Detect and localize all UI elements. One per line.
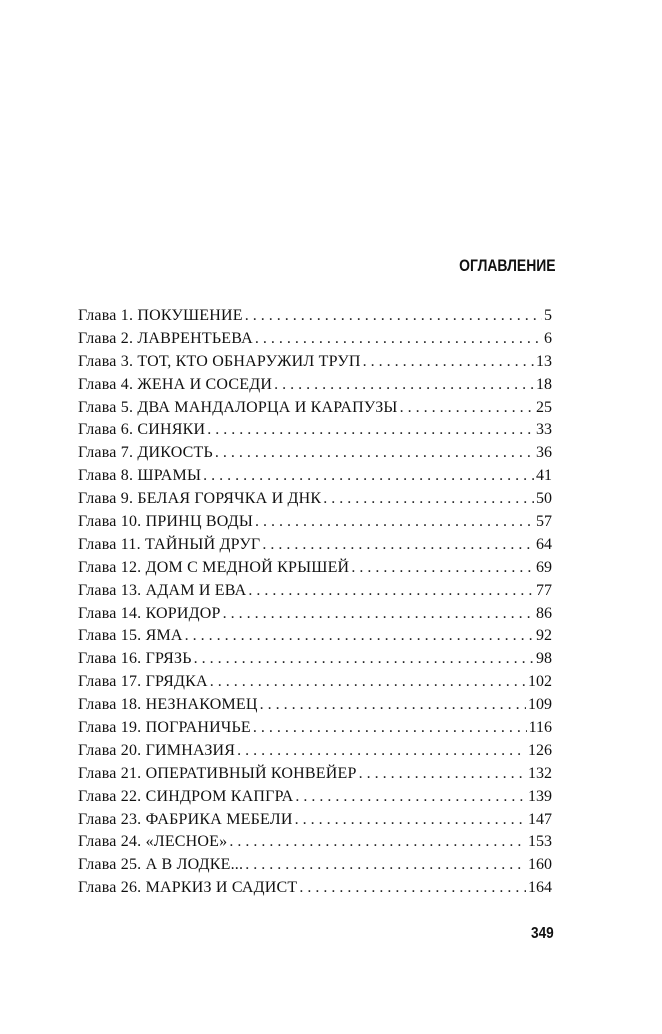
dot-leader bbox=[237, 740, 526, 763]
dot-leader bbox=[203, 465, 534, 488]
toc-entry bbox=[78, 305, 552, 328]
toc-entry-page: 102 bbox=[528, 673, 552, 691]
toc-entry bbox=[78, 603, 552, 626]
dot-leader bbox=[248, 580, 534, 603]
toc-entry-title: Глава 2. ЛАВРЕНТЬЕВА bbox=[78, 329, 253, 347]
toc-entry-title: Глава 19. ПОГРАНИЧЬЕ bbox=[78, 719, 251, 737]
dot-leader bbox=[295, 786, 526, 809]
toc-entry bbox=[78, 648, 552, 671]
toc-entry-page: 132 bbox=[528, 764, 552, 782]
toc-entry bbox=[78, 763, 552, 786]
dot-leader bbox=[262, 534, 534, 557]
toc-entry bbox=[78, 374, 552, 397]
toc-entry bbox=[78, 877, 552, 900]
toc-entry-title: Глава 26. МАРКИЗ И САДИСТ bbox=[78, 879, 298, 897]
dot-leader bbox=[363, 351, 534, 374]
dot-leader bbox=[229, 831, 526, 854]
dot-leader bbox=[274, 374, 534, 397]
toc-entry-title: Глава 18. НЕЗНАКОМЕЦ bbox=[78, 696, 258, 714]
toc-heading: ОГЛАВЛЕНИЕ bbox=[459, 256, 556, 275]
toc-entry-page: 164 bbox=[528, 879, 552, 897]
toc-entry bbox=[78, 397, 552, 420]
toc-entry-title: Глава 11. ТАЙНЫЙ ДРУГ bbox=[78, 535, 261, 553]
toc-entry-page: 36 bbox=[536, 444, 552, 462]
toc-entry bbox=[78, 854, 552, 877]
toc-entry bbox=[78, 419, 552, 442]
dot-leader bbox=[323, 488, 534, 511]
toc-entry-page: 18 bbox=[536, 375, 552, 393]
dot-leader bbox=[194, 648, 534, 671]
toc-entry-page: 25 bbox=[536, 398, 552, 416]
toc-entry bbox=[78, 717, 552, 740]
dot-leader bbox=[299, 877, 526, 900]
dot-leader bbox=[295, 809, 526, 832]
toc-entry-title: Глава 8. ШРАМЫ bbox=[78, 467, 202, 485]
dot-leader bbox=[245, 305, 542, 328]
dot-leader bbox=[400, 397, 534, 420]
toc-entry-page: 64 bbox=[536, 535, 552, 553]
toc-entry bbox=[78, 625, 552, 648]
page-number: 349 bbox=[531, 925, 554, 942]
toc-entry-title: Глава 13. АДАМ И ЕВА bbox=[78, 581, 247, 599]
dot-leader bbox=[255, 328, 542, 351]
toc-entry-title: Глава 25. А В ЛОДКЕ... bbox=[78, 856, 244, 874]
toc-entry bbox=[78, 580, 552, 603]
toc-entry-page: 69 bbox=[536, 558, 552, 576]
toc-entry bbox=[78, 809, 552, 832]
toc-entry-page: 160 bbox=[528, 856, 552, 874]
toc-entry bbox=[78, 488, 552, 511]
toc-entry-page: 77 bbox=[536, 581, 552, 599]
toc-entry-title: Глава 6. СИНЯКИ bbox=[78, 421, 206, 439]
toc-entry-title: Глава 12. ДОМ С МЕДНОЙ КРЫШЕЙ bbox=[78, 558, 350, 576]
dot-leader bbox=[359, 763, 526, 786]
toc-entry-page: 6 bbox=[544, 329, 552, 347]
dot-leader bbox=[245, 854, 526, 877]
dot-leader bbox=[255, 511, 534, 534]
toc-entry-title: Глава 16. ГРЯЗЬ bbox=[78, 650, 192, 668]
toc-entry bbox=[78, 557, 552, 580]
dot-leader bbox=[207, 419, 534, 442]
toc-entry bbox=[78, 671, 552, 694]
toc-entry-title: Глава 4. ЖЕНА И СОСЕДИ bbox=[78, 375, 273, 393]
toc-entry bbox=[78, 511, 552, 534]
dot-leader bbox=[215, 442, 534, 465]
toc-entry bbox=[78, 831, 552, 854]
toc-entry-title: Глава 24. «ЛЕСНОЕ» bbox=[78, 833, 228, 851]
dot-leader bbox=[351, 557, 534, 580]
toc-entry-title: Глава 22. СИНДРОМ КАПГРА bbox=[78, 787, 294, 805]
toc-entry-title: Глава 7. ДИКОСТЬ bbox=[78, 444, 213, 462]
toc-entry-page: 86 bbox=[536, 604, 552, 622]
toc-entry-title: Глава 21. ОПЕРАТИВНЫЙ КОНВЕЙЕР bbox=[78, 764, 357, 782]
toc-entry bbox=[78, 694, 552, 717]
dot-leader bbox=[185, 625, 534, 648]
toc-entry-page: 13 bbox=[536, 352, 552, 370]
toc-entry-page: 50 bbox=[536, 490, 552, 508]
dot-leader bbox=[210, 671, 526, 694]
toc-entry-page: 116 bbox=[528, 719, 552, 737]
toc-entry-title: Глава 3. ТОТ, КТО ОБНАРУЖИЛ ТРУП bbox=[78, 352, 361, 370]
dot-leader bbox=[253, 717, 527, 740]
toc-entry bbox=[78, 740, 552, 763]
toc-entry bbox=[78, 465, 552, 488]
toc-entry-title: Глава 17. ГРЯДКА bbox=[78, 673, 208, 691]
dot-leader bbox=[260, 694, 526, 717]
toc-entry bbox=[78, 442, 552, 465]
toc-entry-title: Глава 23. ФАБРИКА МЕБЕЛИ bbox=[78, 810, 293, 828]
toc-entry-page: 41 bbox=[536, 467, 552, 485]
toc-entry bbox=[78, 534, 552, 557]
toc-entry-title: Глава 14. КОРИДОР bbox=[78, 604, 221, 622]
toc-entry-page: 57 bbox=[536, 513, 552, 531]
toc-entry-page: 5 bbox=[544, 307, 552, 324]
toc-entry-title: Глава 10. ПРИНЦ ВОДЫ bbox=[78, 513, 253, 531]
toc-entry-page: 153 bbox=[528, 833, 552, 851]
toc-entry-title: Глава 9. БЕЛАЯ ГОРЯЧКА И ДНК bbox=[78, 490, 322, 508]
table-of-contents bbox=[78, 305, 552, 900]
toc-entry-page: 147 bbox=[528, 810, 552, 828]
toc-entry bbox=[78, 328, 552, 351]
toc-entry-page: 109 bbox=[528, 696, 552, 714]
toc-entry-title: Глава 1. ПОКУШЕНИЕ bbox=[78, 307, 243, 324]
dot-leader bbox=[223, 603, 534, 626]
toc-entry-page: 139 bbox=[528, 787, 552, 805]
toc-entry-page: 98 bbox=[536, 650, 552, 668]
toc-entry-title: Глава 5. ДВА МАНДАЛОРЦА И КАРАПУЗЫ bbox=[78, 398, 398, 416]
toc-entry bbox=[78, 351, 552, 374]
toc-entry-title: Глава 15. ЯМА bbox=[78, 627, 183, 645]
toc-entry-title: Глава 20. ГИМНАЗИЯ bbox=[78, 741, 236, 759]
toc-entry-page: 33 bbox=[536, 421, 552, 439]
toc-entry-page: 126 bbox=[528, 741, 552, 759]
toc-entry bbox=[78, 786, 552, 809]
toc-entry-page: 92 bbox=[536, 627, 552, 645]
